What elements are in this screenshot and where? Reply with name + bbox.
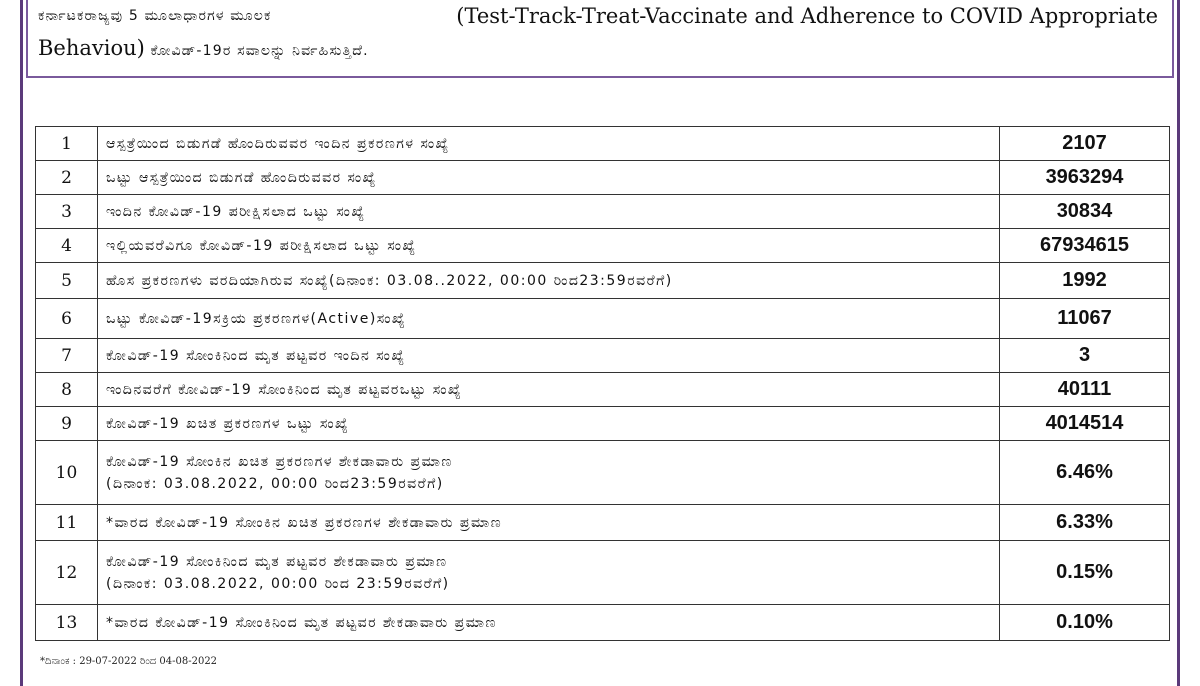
row-description: ಹೊಸ ಪ್ರಕರಣಗಳು ವರದಿಯಾಗಿರುವ ಸಂಖ್ಯೆ(ದಿನಾಂಕ: 03.08..2022, 00:00 ರಿಂದ23:59ರವರೆಗೆ): [106, 272, 673, 289]
table-row: [36, 505, 1170, 541]
intro-english-text-1: (Test-Track-Treat-Vaccinate and Adherence to COVID Appropriate: [456, 4, 1158, 28]
row-value: 67934615: [1000, 229, 1170, 263]
row-description: ಒಟ್ಟು ಆಸ್ಪತ್ರೆಯಿಂದ ಬಿಡುಗಡೆ ಹೊಂದಿರುವವರ ಸಂಖ್ಯೆ: [106, 169, 377, 186]
table-row: [36, 127, 1170, 161]
table-row: [36, 373, 1170, 407]
row-description: *ವಾರದ ಕೋವಿಡ್-19 ಸೋಂಕಿನ ಖಚಿತ ಪ್ರಕರಣಗಳ ಶೇಕಡಾವಾರು ಪ್ರಮಾಣ: [106, 514, 503, 531]
row-value: 0.10%: [1000, 605, 1170, 641]
row-description-cell: [98, 127, 1000, 161]
row-number: 3: [36, 195, 98, 229]
row-value: 6.46%: [1000, 441, 1170, 505]
row-value: 11067: [1000, 299, 1170, 339]
row-description: ಕೋವಿಡ್-19 ಸೋಂಕಿನ ಖಚಿತ ಪ್ರಕರಣಗಳ ಶೇಕಡಾವಾರು ಪ್ರಮಾಣ: [106, 453, 453, 470]
intro-kannada-text-1: ಕರ್ನಾಟಕರಾಜ್ಯವು 5 ಮೂಲಾಧಾರಗಳ ಮೂಲಕ: [38, 8, 272, 24]
table-row: [36, 605, 1170, 641]
row-description-cell: [98, 605, 1000, 641]
intro-english-text-2: Behaviou): [38, 36, 145, 60]
row-number: 12: [36, 541, 98, 605]
intro-kannada-text-2: ಕೋವಿಡ್-19ರ ಸವಾಲನ್ನು ನಿರ್ವಹಿಸುತ್ತಿದೆ.: [144, 43, 369, 59]
row-description-cell: [98, 407, 1000, 441]
row-description: ಒಟ್ಟು ಕೋವಿಡ್-19ಸಕ್ರಿಯ ಪ್ರಕರಣಗಳ(Active)ಸಂಖ್ಯೆ: [106, 310, 407, 327]
stats-table-body: [36, 127, 1170, 641]
row-description: ಆಸ್ಪತ್ರೆಯಿಂದ ಬಿಡುಗಡೆ ಹೊಂದಿರುವವರ ಇಂದಿನ ಪ್ರಕರಣಗಳ ಸಂಖ್ಯೆ: [106, 135, 450, 152]
row-description: ಇಂದಿನವರೆಗೆ ಕೋವಿಡ್-19 ಸೋಂಕಿನಿಂದ ಮೃತ ಪಟ್ಟವರಒಟ್ಟು ಸಂಖ್ಯೆ: [106, 381, 463, 398]
table-row: [36, 229, 1170, 263]
footnote: *ದಿನಾಂಕ : 29-07-2022 ರಿಂದ 04-08-2022: [40, 656, 218, 667]
row-description-cell: [98, 299, 1000, 339]
row-description-cell: [98, 441, 1000, 505]
intro-line-1: [38, 0, 1158, 32]
row-value: 2107: [1000, 127, 1170, 161]
row-description-cell: [98, 505, 1000, 541]
row-number: 10: [36, 441, 98, 505]
table-row: [36, 299, 1170, 339]
row-value: 1992: [1000, 263, 1170, 299]
row-number: 4: [36, 229, 98, 263]
row-value: 40111: [1000, 373, 1170, 407]
table-row: [36, 263, 1170, 299]
row-description-cell: [98, 195, 1000, 229]
row-number: 6: [36, 299, 98, 339]
row-description: ಇಲ್ಲಿಯವರೆವಿಗೂ ಕೋವಿಡ್-19 ಪರೀಕ್ಷಿಸಲಾದ ಒಟ್ಟು ಸಂಖ್ಯೆ: [106, 237, 417, 254]
table-row: [36, 195, 1170, 229]
row-description: *ವಾರದ ಕೋವಿಡ್-19 ಸೋಂಕಿನಿಂದ ಮೃತ ಪಟ್ಟವರ ಶೇಕಡಾವಾರು ಪ್ರಮಾಣ: [106, 614, 497, 631]
row-number: 5: [36, 263, 98, 299]
row-description: ಇಂದಿನ ಕೋವಿಡ್-19 ಪರೀಕ್ಷಿಸಲಾದ ಒಟ್ಟು ಸಂಖ್ಯೆ: [106, 203, 366, 220]
table-row: [36, 441, 1170, 505]
row-number: 11: [36, 505, 98, 541]
row-value: 3: [1000, 339, 1170, 373]
row-description-date-range: (ದಿನಾಂಕ: 03.08.2022, 00:00 ರಿಂದ23:59ರವರೆಗೆ): [106, 475, 444, 492]
row-number: 9: [36, 407, 98, 441]
covid-stats-table: [35, 126, 1170, 641]
table-row: [36, 541, 1170, 605]
row-description-date-range: (ದಿನಾಂಕ: 03.08.2022, 00:00 ರಿಂದ 23:59ರವರೆಗೆ): [106, 575, 450, 592]
row-description-cell: [98, 229, 1000, 263]
table-row: [36, 339, 1170, 373]
table-row: [36, 407, 1170, 441]
intro-box: [26, 0, 1174, 78]
table-row: [36, 161, 1170, 195]
row-value: 6.33%: [1000, 505, 1170, 541]
row-description: ಕೋವಿಡ್-19 ಸೋಂಕಿನಿಂದ ಮೃತ ಪಟ್ಟವರ ಇಂದಿನ ಸಂಖ್ಯೆ: [106, 347, 406, 364]
row-number: 8: [36, 373, 98, 407]
row-description-cell: [98, 373, 1000, 407]
intro-line-2: [38, 32, 1158, 67]
row-description: ಕೋವಿಡ್-19 ಸೋಂಕಿನಿಂದ ಮೃತ ಪಟ್ಟವರ ಶೇಕಡಾವಾರು ಪ್ರಮಾಣ: [106, 553, 448, 570]
row-description-cell: [98, 541, 1000, 605]
row-value: 30834: [1000, 195, 1170, 229]
row-value: 3963294: [1000, 161, 1170, 195]
row-value: 0.15%: [1000, 541, 1170, 605]
row-description-cell: [98, 161, 1000, 195]
row-number: 1: [36, 127, 98, 161]
row-description-cell: [98, 339, 1000, 373]
row-number: 7: [36, 339, 98, 373]
row-number: 13: [36, 605, 98, 641]
row-description-cell: [98, 263, 1000, 299]
row-number: 2: [36, 161, 98, 195]
row-value: 4014514: [1000, 407, 1170, 441]
row-description: ಕೋವಿಡ್-19 ಖಚಿತ ಪ್ರಕರಣಗಳ ಒಟ್ಟು ಸಂಖ್ಯೆ: [106, 415, 350, 432]
